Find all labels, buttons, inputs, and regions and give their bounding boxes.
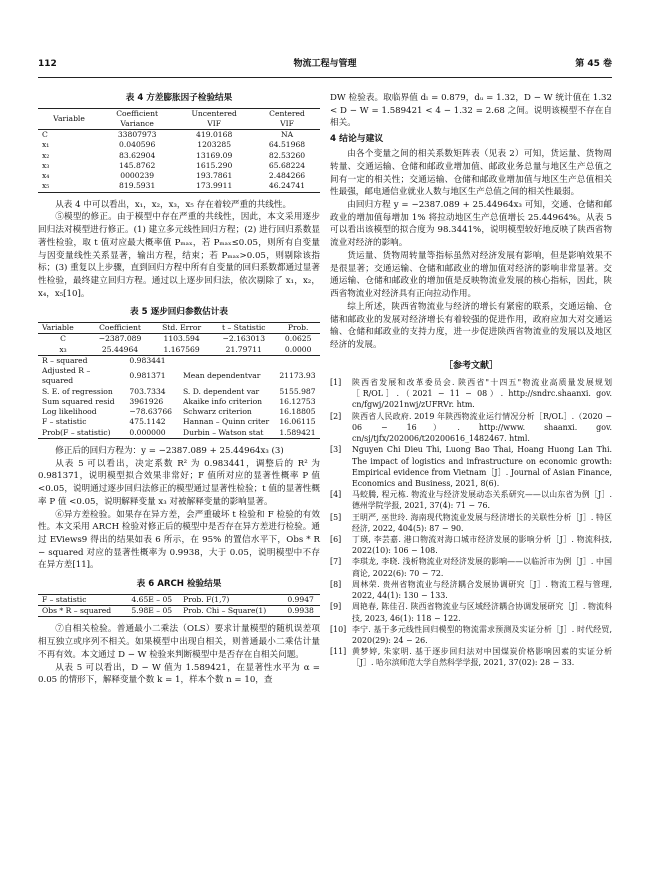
table-cell: 4.65E – 05: [131, 594, 173, 604]
section-heading: 4 结论与建议: [330, 134, 384, 145]
reference-number: [5]: [330, 512, 342, 522]
table-row: [38, 606, 320, 617]
table-cell: 21.79711: [225, 344, 262, 354]
table4-header-cell: Centered VIF: [269, 108, 305, 128]
stat-value: −78.63766: [129, 407, 173, 417]
page-number: 112: [38, 59, 57, 69]
stat-label: F – statistic: [42, 417, 87, 427]
table5-caption: 表 5 逐步回归参数估计表: [130, 307, 228, 318]
table4: [38, 108, 320, 193]
table-cell: 25.44964: [101, 344, 139, 354]
reference-text: 周林荣. 贵州省物流业与经济耦合发展协调研究［J］. 物流工程与管理, 2022, 44(1): 130 − 133.: [352, 579, 612, 601]
table4-header-cell: Uncentered VIF: [191, 108, 237, 128]
reference-text: 陕西省发展和改革委员会. 陕西省"十四五"物流业高质量发展规划［R/OL］.（2021 − 11 − 08）. http://sndrc.shaanxi. gov. cn/fgwj/2021nwj/zUFRVr. htm.: [352, 377, 612, 410]
table-cell: F – statistic: [42, 594, 87, 604]
table-cell: x₁: [42, 140, 50, 150]
reference-number: [7]: [330, 557, 342, 567]
table5-header-cell: Coefficient: [99, 323, 141, 333]
stat-value: 21173.93: [279, 371, 316, 381]
stat-value: 5155.987: [279, 386, 316, 396]
paragraph: 由各个变量之间的相关系数矩阵表（见表 2）可知，货运量、货物周转量、交通运输、仓储和邮政业增加值、邮政业务总量与地区生产总值之间有一定的相关性；交通运输、仓储和邮政业增加值与地区生产总值相关性最强，邮电通信业就业人数与地区生产总值之间的相关性最弱。: [330, 149, 612, 198]
reference-item: [330, 444, 612, 489]
stat-label: Log likelihood: [42, 407, 97, 417]
table5-header-cell: Std. Error: [162, 323, 202, 333]
stat-value: 0.981371: [129, 371, 166, 381]
left-column: [38, 92, 320, 687]
table-cell: 193.7861: [196, 171, 233, 181]
table-cell: 0000239: [120, 171, 155, 181]
table-row: [38, 140, 320, 150]
reference-text: 马蛟腾, 程元栋. 物流业与经济发展动态关系研究——以山东省为例［J］. 德州学院学报, 2021, 37(4): 71 − 76.: [352, 490, 612, 511]
reference-list: [330, 377, 612, 669]
table-cell: 0.9938: [287, 606, 314, 616]
table-cell: C: [42, 130, 48, 140]
stat-value: 3961926: [129, 396, 164, 406]
table-cell: 1203285: [197, 140, 232, 150]
table-cell: 33807973: [117, 130, 157, 140]
table4-header-cell: Variable: [53, 113, 85, 123]
stat-value: 1.589421: [279, 427, 316, 437]
paragraph: 货运量、货物周转量等指标虽然对经济发展有影响，但是影响效果不是很显著；交通运输、仓储和邮政业的增加值对经济的影响非常显著。交通运输、仓储和邮政业的增加值是反映物流业发展的核心指标，因此，陕西省物流业对经济具有正向拉动作用。: [330, 250, 612, 300]
stat-value: 0.000000: [129, 427, 166, 437]
paragraph: ⑥异方差检验。如果存在异方差，会严重破坏 t 检验和 F 检验的有效性。本文采用 ARCH 检验对修正后的模型中是否存在异方差进行检验。通过 EViews9 得出的结果如表 6 所示，在 95% 的置信水平下，Obs * R − squared 对应的显著性概率为 0.9938，大于 0.05，说明模型中不存在异方差[11]。: [38, 509, 320, 571]
table-cell: C: [60, 334, 66, 344]
table-cell: 1615.290: [196, 160, 233, 170]
table-cell: 5.98E – 05: [131, 606, 173, 616]
reference-item: [330, 646, 612, 668]
table-cell: 1103.594: [163, 334, 200, 344]
volume-label: 第 45 卷: [575, 59, 612, 69]
table6-caption: 表 6 ARCH 检验结果: [136, 579, 222, 590]
stat-label: S. D. dependent var: [182, 386, 260, 396]
table-cell: 13169.09: [196, 150, 233, 160]
table-cell: 1.167569: [163, 344, 200, 354]
paragraph: 从表 5 可以看出，决定系数 R² 为 0.983441，调整后的 R² 为 0.981371，说明模型拟合效果非常好；F 值所对应的显著性概率 P 值 <0.05，说明通过逐步回归法修正的模型通过显著性检验；t 值的显著性概率 P 值 <0.05，说明解释变量 x₃ 对被解释变量的影响显著。: [38, 458, 320, 507]
paragraph: ⑦自相关检验。普通最小二乘法（OLS）要求计量模型的随机误差项相互独立或序列不相关。如果模型中出现自相关，则普通最小二乘估计量不再有效。本文通过 D − W 检验来判断模型中是否存在自相关问题。: [38, 624, 320, 660]
table-cell: 2.484266: [268, 171, 306, 181]
reference-number: [4]: [330, 490, 342, 500]
table-row: [38, 130, 320, 141]
stat-label: Mean dependentvar: [182, 371, 261, 381]
stat-label: Schwarz criterion: [182, 407, 252, 417]
table4-header-cell: Coefficient Variance: [116, 108, 159, 128]
reference-number: [9]: [330, 602, 342, 612]
table-cell: 82.53260: [268, 150, 306, 160]
reference-text: 王明严, 巫世玲. 海南现代物流业发展与经济增长的关联性分析［J］. 特区经济, 2022, 404(5): 87 − 90.: [352, 512, 612, 533]
table-cell: x₄: [42, 171, 50, 181]
paragraph: 从表 4 中可以看出，x₁，x₂，x₃，x₅ 存在着较严重的共线性。: [55, 199, 292, 210]
table-cell: x₃: [42, 160, 50, 170]
reference-number: [8]: [330, 579, 342, 589]
stat-label: Durbin – Watson stat: [182, 427, 264, 437]
reference-item: [330, 624, 612, 646]
table-row: [38, 161, 320, 171]
table-cell: 46.24741: [268, 181, 306, 191]
table-row: [38, 334, 320, 345]
stat-value: 475.1142: [129, 417, 166, 427]
table5-header-cell: Prob.: [287, 323, 309, 333]
running-header: [38, 58, 612, 72]
table5: [38, 322, 320, 356]
paragraph: ⑤模型的修正。由于模型中存在严重的共线性，因此，本文采用逐步回归法对模型进行修正。(1) 建立多元线性回归方程；(2) 进行回归系数显著性检验，取 t 值对应最大概率值 Pₘₐₓ，若 Pₘₐₓ≤0.05，则所有自变量与因变量线性关系显著，输出方程，结束；若 Pₘₐₓ>0.05，则剔除该指标；(3) 重复以上步骤，直到回归方程中所有自变量的回归系数都通过显著性检验，最终建立回归方程。通过以上逐步回归法，依次剔除了 x₁，x₂，x₄，x₅[10]。: [38, 212, 320, 299]
reference-item: [330, 556, 612, 578]
stat-label: Sum squared resid: [42, 396, 115, 406]
table-cell: NA: [280, 130, 294, 140]
stat-value: 0.983441: [129, 355, 166, 365]
stat-label: R – squared: [42, 355, 88, 365]
header-rule: [38, 77, 612, 78]
stat-label: S. E. of regression: [42, 386, 113, 396]
reference-number: [2]: [330, 411, 342, 421]
reference-number: [11]: [330, 647, 347, 657]
stat-label: Akaike info criterion: [182, 396, 263, 406]
table5-statistics: [38, 356, 320, 439]
references-heading: ［参考文献］: [443, 360, 498, 371]
table-row: [38, 181, 320, 192]
table-cell: 0.9947: [287, 594, 314, 604]
table-cell: x₅: [42, 181, 50, 191]
reference-item: [330, 377, 612, 411]
stat-label: Hannan – Quinn criter: [182, 417, 270, 427]
stat-value: 16.18805: [279, 407, 316, 417]
stat-value: 16.06115: [279, 417, 316, 427]
reference-text: 丁瑛, 李芸嘉. 港口物流对海口城市经济发展的影响分析［J］. 物流科技, 2022(10): 106 − 108.: [352, 535, 612, 556]
reference-text: 周艳春, 陈佳召. 陕西省物流业与区域经济耦合协调发展研究［J］. 物流科技, 2023, 46(1): 118 − 122.: [352, 602, 612, 623]
reference-text: 陕西省人民政府. 2019 年陕西物流业运行情况分析［R/OL］.（2020 − 06 − 16）. http://www. shaanxi. gov. cn/sj/tjfx/202006/t20200616_1482467. html.: [352, 411, 612, 444]
table-cell: 83.62904: [119, 150, 156, 160]
table5-header-cell: t – Statistic: [221, 323, 266, 333]
table-cell: x₂: [42, 150, 50, 160]
table-cell: −2387.089: [98, 334, 142, 344]
table-cell: 65.68224: [268, 160, 306, 170]
reference-text: 李琪龙, 李晓. 浅析物流业对经济发展的影响——以临沂市为例［J］. 中国商论, 2022(6): 70 − 72.: [352, 557, 612, 578]
table-row: [38, 594, 320, 605]
paragraph: 从表 5 可以看出，D − W 值为 1.589421，在显著性水平为 α = 0.05 的情形下，解释变量个数 k = 1，样本个数 n = 10，查: [38, 662, 320, 686]
table-cell: 0.0000: [284, 344, 312, 354]
reference-number: [10]: [330, 624, 347, 634]
reference-text: Nguyen Chi Dieu Thi, Luong Bao Thai, Hoang Huong Lan Thi. The impact of logistics and infrastructure on economic growth: Empirical evidence from Vietnam［J］. Journal of Asian Finance, Economics and Business, 2021, 8(6).: [352, 445, 612, 488]
table5-header-cell: Variable: [42, 323, 74, 333]
table-cell: 173.9911: [196, 181, 233, 191]
stat-value: 16.12753: [279, 396, 316, 406]
reference-item: [330, 512, 612, 534]
table-cell: Obs * R – squared: [42, 606, 112, 616]
table-cell: 819.5931: [119, 181, 156, 191]
table6: [38, 594, 320, 618]
table-row: [38, 151, 320, 161]
regression-equation: 修正后的回归方程为：y = −2387.089 + 25.44964x₃ (3): [55, 445, 284, 456]
reference-item: [330, 411, 612, 445]
reference-item: [330, 489, 612, 511]
reference-item: [330, 601, 612, 623]
table4-caption: 表 4 方差膨胀因子检验结果: [125, 93, 233, 103]
paragraph: 由回归方程 y = −2387.089 + 25.44964x₃ 可知，交通、仓储和邮政业的增加值每增加 1% 将拉动地区生产总值增长 25.44964%。从表 5 可以看出该模型的拟合度为 98.3441%，说明模型较好地反映了陕西省物流业对经济的影响。: [330, 200, 612, 249]
reference-number: [3]: [330, 445, 342, 455]
reference-text: 李宁. 基于多元线性回归模型的物流需求预测及实证分析［J］. 时代经贸, 2020(29): 24 − 26.: [352, 624, 612, 646]
reference-number: [1]: [330, 377, 342, 387]
reference-item: [330, 534, 612, 556]
stat-label: Adjusted R – squared: [42, 366, 91, 386]
stat-label: Prob(F – statistic): [42, 427, 111, 437]
reference-item: [330, 579, 612, 601]
table-cell: 145.8762: [119, 160, 156, 170]
table-cell: 64.51968: [268, 140, 306, 150]
table-cell: 419.0168: [196, 130, 233, 140]
table-cell: Prob. Chi – Square(1): [183, 606, 267, 616]
table-cell: Prob. F(1,7): [183, 594, 230, 604]
table-cell: 0.0625: [284, 334, 312, 344]
stat-value: 703.7334: [129, 386, 166, 396]
paragraph: 综上所述，陕西省物流业与经济的增长有紧密的联系，交通运输、仓储和邮政业的发展对经济增长有着较强的促进作用，政府应加大对交通运输、仓储和邮政业的支持力度，进一步促进陕西省物流业的发展以及地区经济的发展。: [330, 301, 612, 350]
table-cell: 0.040596: [119, 140, 156, 150]
table-cell: x₃: [59, 344, 67, 354]
right-column: [330, 92, 612, 669]
reference-number: [6]: [330, 535, 342, 545]
table-cell: −2.163013: [222, 334, 266, 344]
reference-text: 黄梦婷, 朱家明. 基于逐步回归法对中国煤炭价格影响因素的实证分析［J］. 哈尔滨师范大学自然科学学报, 2021, 37(02): 28 − 33.: [352, 647, 612, 668]
table-row: [38, 171, 320, 181]
journal-title: 物流工程与管理: [293, 59, 357, 69]
table-row: [38, 345, 320, 356]
paragraph: DW 检验表。取临界值 dₗ = 0.879，dᵤ = 1.32，D − W 统计值在 1.32 < D − W = 1.589421 < 4 − 1.32 = 2.68 之间。说明该模型不存在自相关。: [330, 93, 612, 129]
